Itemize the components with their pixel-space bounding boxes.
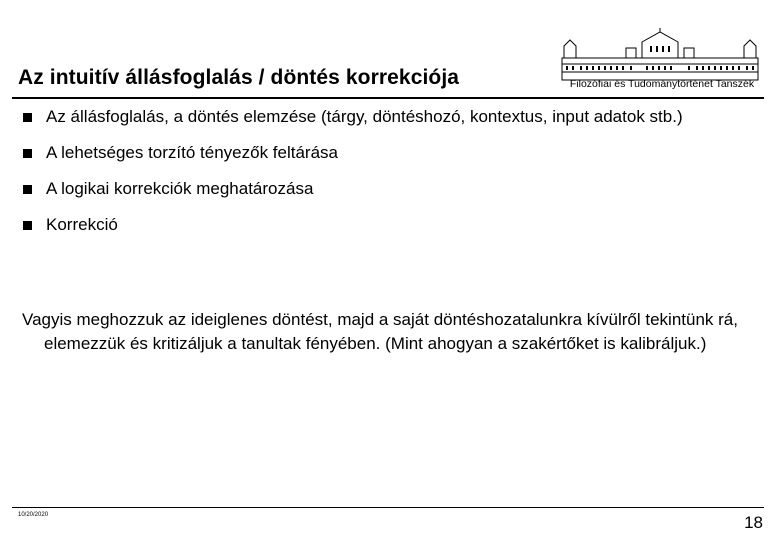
list-item (22, 106, 762, 128)
body-paragraph: Vagyis meghozzuk az ideiglenes döntést, majd a saját döntéshozatalunkra kívülről tekintünk rá, elemezzük és kritizáljuk a tanultak fényében. (Mint ahogyan a szakértőket is kalibráljuk.) (22, 310, 738, 353)
bullet-text: Az állásfoglalás, a döntés elemzése (tárgy, döntéshozó, kontextus, input adatok stb.) (46, 107, 683, 126)
list-item (22, 142, 762, 164)
bullet-list (22, 106, 762, 250)
square-bullet-icon (23, 185, 32, 194)
bullet-text: A logikai korrekciók meghatározása (46, 179, 314, 198)
slide-title: Az intuitív állásfoglalás / döntés korrekciója (18, 66, 460, 89)
bullet-text: A lehetséges torzító tényezők feltárása (46, 143, 339, 162)
square-bullet-icon (23, 221, 32, 230)
list-item (22, 178, 762, 200)
title-divider (12, 97, 764, 99)
page-number: 18 (744, 513, 763, 532)
list-item (22, 214, 762, 236)
bullet-text: Korrekció (46, 215, 118, 234)
square-bullet-icon (23, 149, 32, 158)
footer-date: 10/20/2020 (18, 512, 49, 518)
square-bullet-icon (23, 113, 32, 122)
logo-caption: Filozófiai és Tudománytörténet Tanszék (569, 78, 755, 90)
footer-divider (12, 507, 764, 508)
